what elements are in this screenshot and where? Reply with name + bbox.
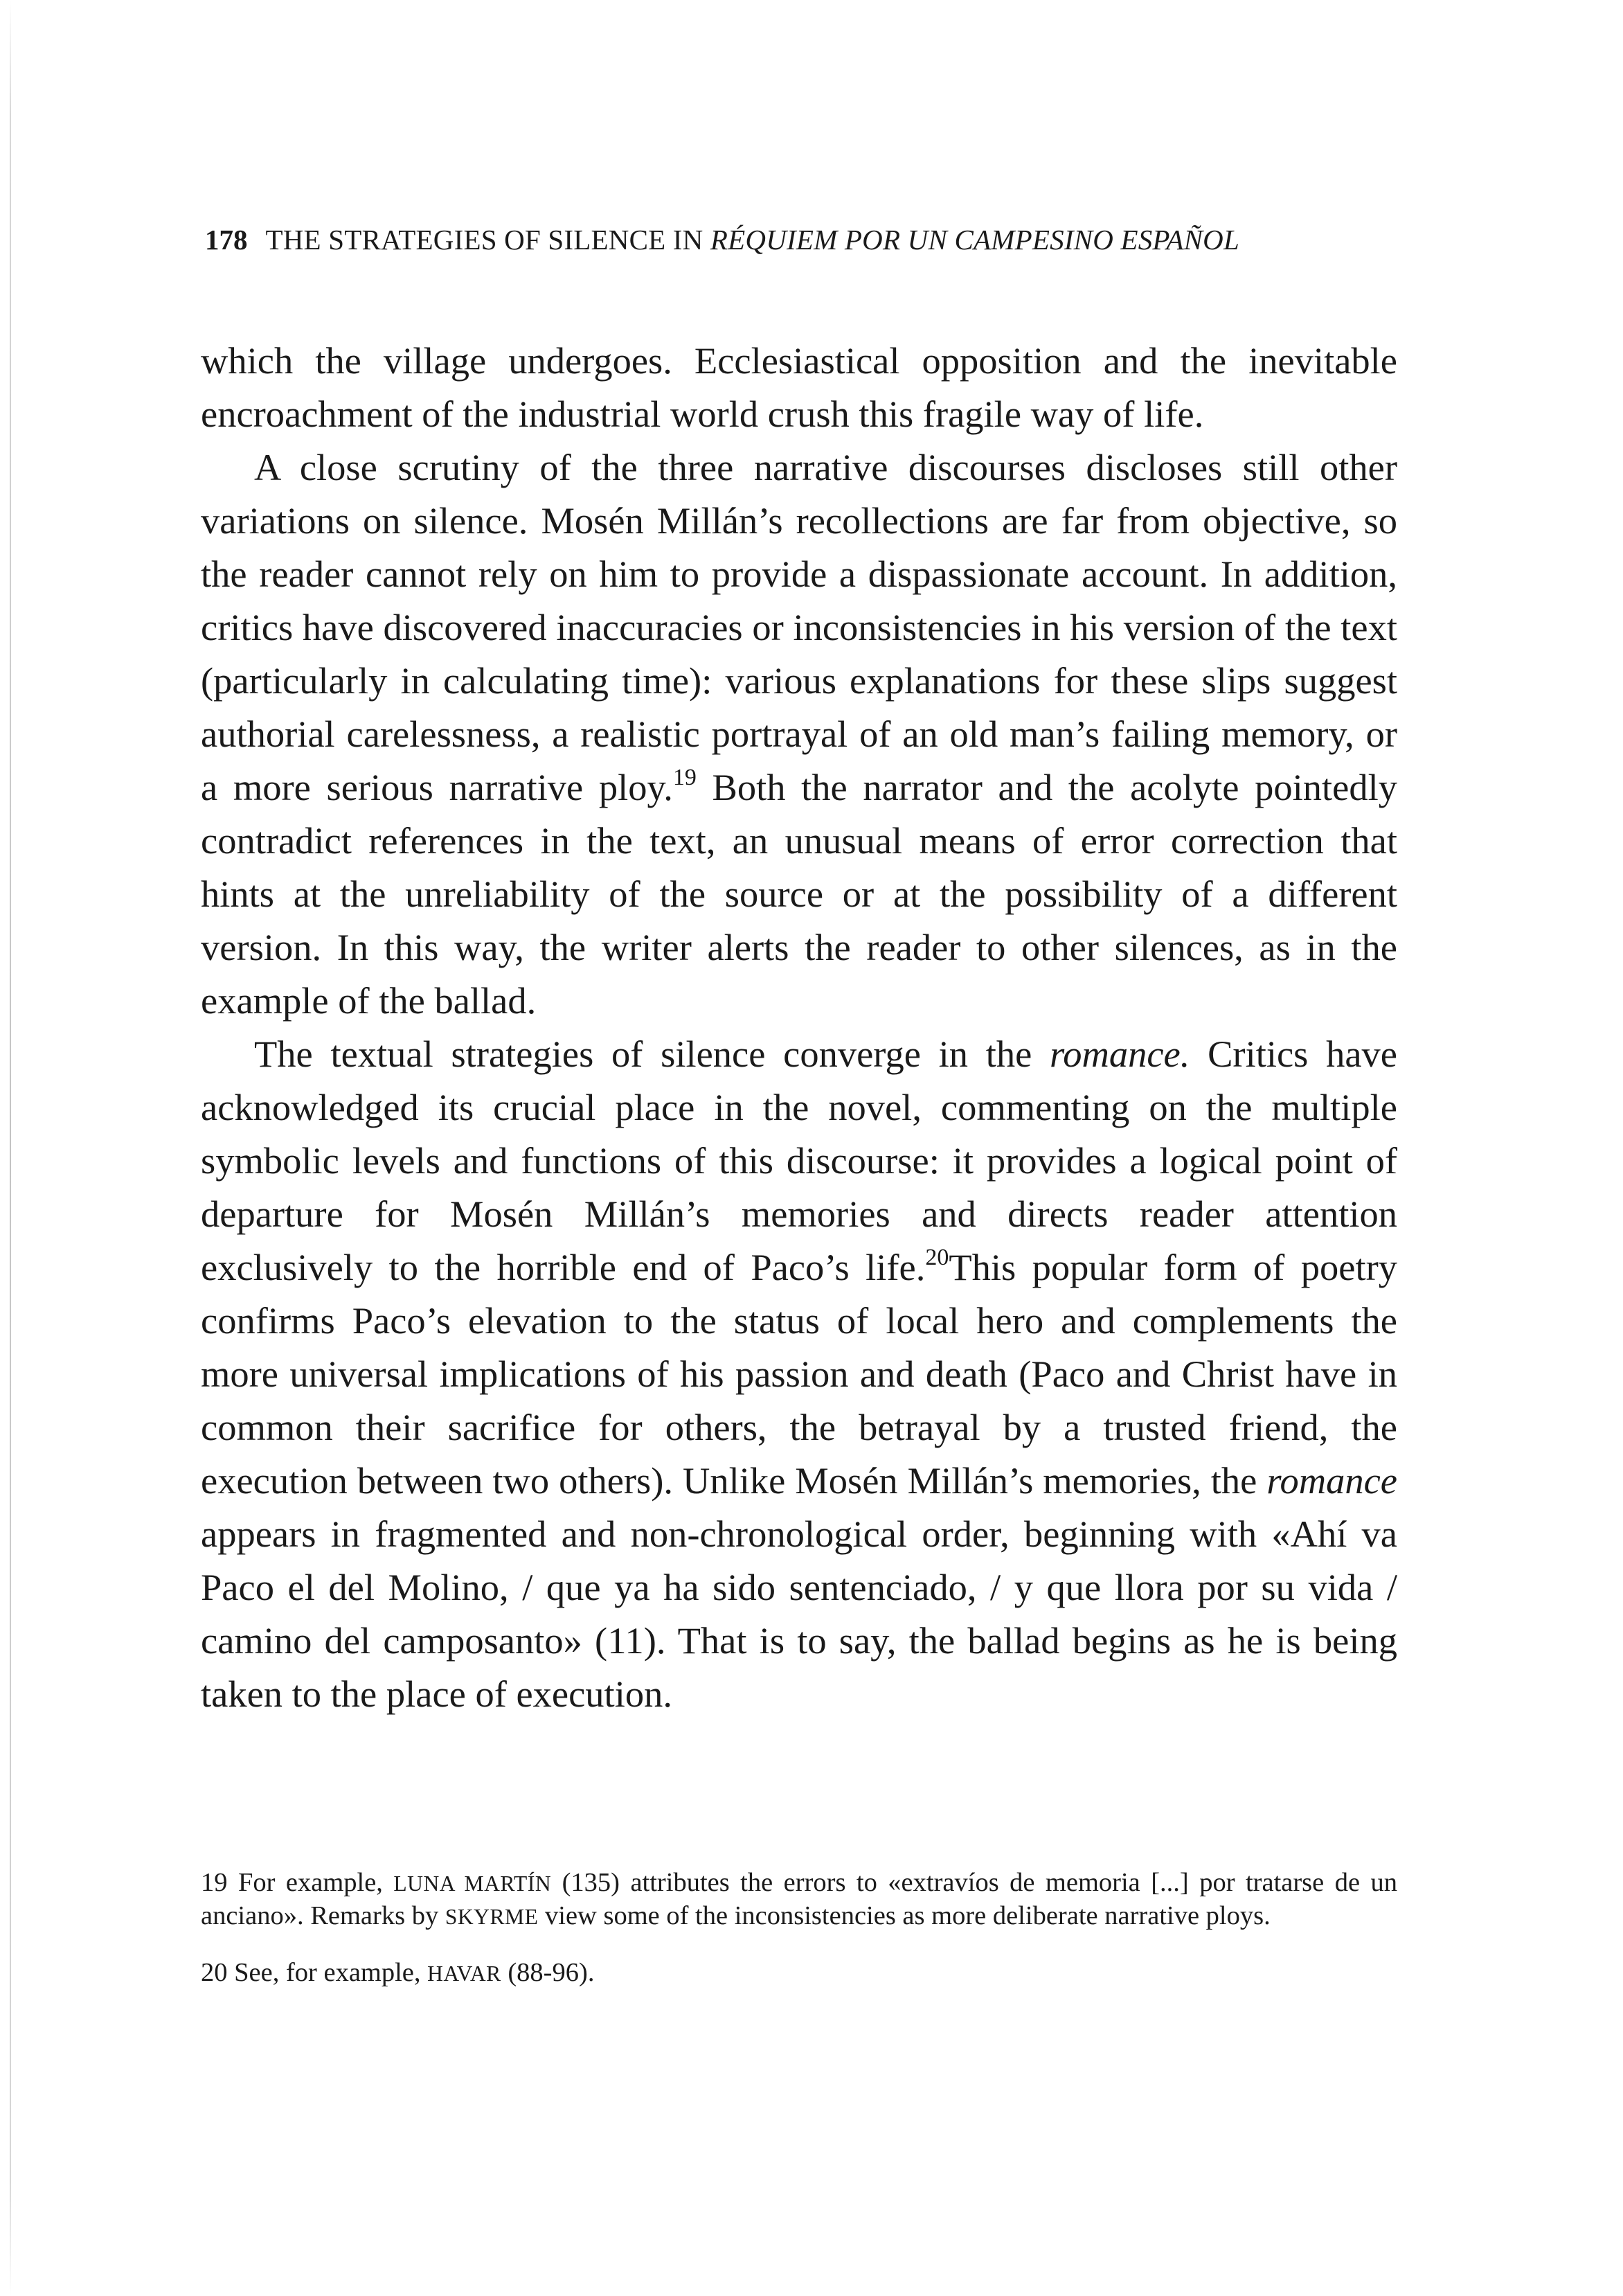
- main-text: [201, 334, 1397, 1720]
- footnote-19-author-luna-martin: LUNA MARTÍN: [393, 1871, 552, 1896]
- footnote-19: [201, 1867, 1397, 1933]
- paragraph-3-italic-romance-1: romance.: [1050, 1033, 1190, 1075]
- paragraph-2-text-b: Both the narrator and the acolyte pointedly contradict references in the text, an unusual means of error correction that hints at the unreliability of the source or at the possibility of a different version. In this way, the writer alerts the reader to other silences, as in the example of the ballad.: [201, 766, 1397, 1022]
- footnote-19-text-a: For example,: [227, 1868, 394, 1897]
- footnotes: [201, 1867, 1397, 1990]
- footnote-ref-20: 20: [925, 1245, 949, 1270]
- paragraph-3-text-a: The textual strategies of silence converge in the: [254, 1033, 1050, 1075]
- footnote-19-text-c: view some of the inconsistencies as more deliberate narrative ploys.: [538, 1901, 1271, 1930]
- paragraph-3-text-c: This popular form of poetry confirms Paco’s elevation to the status of local hero and complements the more universal implications of his passion and death (Paco and Christ have in common their sacrifice for others, the betrayal by a trusted friend, the execution between two others). Unlike Mosén Millán’s memories, the: [201, 1246, 1397, 1502]
- paragraph-3: [201, 1027, 1397, 1720]
- paragraph-2: [201, 440, 1397, 1027]
- paragraph-1-text: which the village undergoes. Ecclesiastical opposition and the inevitable encroachment of the industrial world crush this fragile way of life.: [201, 339, 1397, 435]
- footnote-19-number: 19: [201, 1868, 228, 1897]
- footnote-20-text-b: (88-96).: [501, 1958, 595, 1987]
- footnote-20-author-havar: HAVAR: [427, 1961, 501, 1986]
- footnote-19-text-b: (135) attributes the errors to «extravíos de memoria [...] por tratarse de un anciano». Remarks by: [201, 1868, 1398, 1930]
- paragraph-3-text-b: Critics have acknowledged its crucial place in the novel, commenting on the multiple symbolic levels and functions of this discourse: it provides a logical point of departure for Mosén Millán’s memories and directs reader attention exclusively to the horrible end of Paco’s life.: [201, 1033, 1397, 1288]
- paragraph-3-italic-romance-2: romance: [1266, 1459, 1397, 1502]
- footnote-20-text-a: See, for example,: [227, 1958, 428, 1987]
- footnote-20-number: 20: [201, 1958, 228, 1987]
- running-header: [205, 220, 1396, 259]
- paragraph-2-text-a: A close scrutiny of the three narrative discourses discloses still other variations on silence. Mosén Millán’s recollections are far from objective, so the reader cannot rely on him to provide a dispassionate account. In addition, critics have discovered inaccuracies or inconsistencies in his version of the text (particularly in calculating time): various explanations for these slips suggest authorial carelessness, a realistic portrayal of an old man’s failing memory, or a more serious narrative ploy.: [201, 446, 1397, 808]
- footnote-20: [201, 1957, 1397, 1990]
- footnote-19-author-skyrme: SKYRME: [445, 1905, 539, 1929]
- running-title-prefix: THE STRATEGIES OF SILENCE IN: [265, 224, 710, 256]
- paragraph-1: [201, 334, 1397, 440]
- paragraph-3-text-d: appears in fragmented and non-chronological order, beginning with «Ahí va Paco el del Molino, / que ya ha sido sentenciado, / y que llora por su vida / camino del camposanto» (11). That is to say, the ballad begins as he is being taken to the place of execution.: [201, 1513, 1397, 1715]
- running-title-italic: RÉQUIEM POR UN CAMPESINO ESPAÑOL: [710, 224, 1239, 256]
- footnote-ref-19: 19: [672, 765, 697, 790]
- running-title: [266, 224, 1239, 256]
- scan-edge-line: [10, 0, 11, 2296]
- page-number: 178: [205, 224, 248, 256]
